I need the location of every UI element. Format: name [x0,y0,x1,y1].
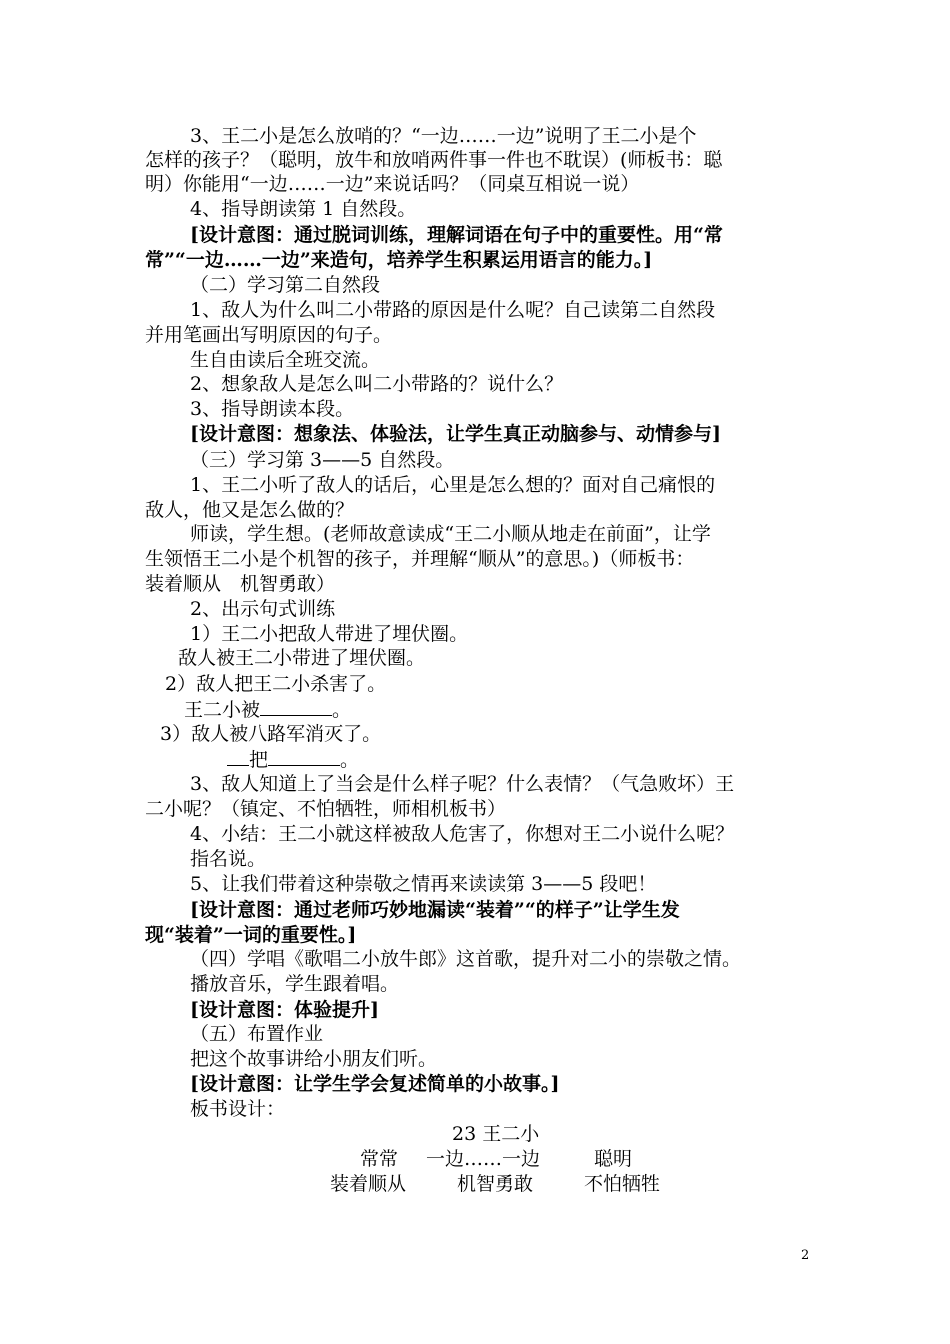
blank-underline [260,697,332,716]
board-item: 不怕牺牲 [584,1173,661,1195]
exercise-line: 1）王二小把敌人带进了埋伏圈。 [190,623,469,645]
board-design-label: 板书设计： [190,1098,286,1120]
text-line: 二小呢？（镇定、不怕牺牲，师相机板书） [145,798,507,820]
fill-blank-line [227,747,359,772]
page-number: 2 [801,1248,810,1263]
board-item: 一边……一边 [426,1148,541,1170]
text-line: 生自由读后全班交流。 [190,349,381,371]
blank-underline [227,747,249,766]
fill-blank-text: 把 [249,749,269,771]
exercise-line: 3）敌人被八路军消灭了。 [160,723,382,745]
section-heading: （二）学习第二自然段 [190,274,381,296]
text-line: 3、敌人知道上了当会是什么样子呢？什么表情？（气急败坏）王 [190,773,735,795]
fill-blank-text: 王二小被 [184,699,261,721]
text-line: 装着顺从 机智勇敢） [145,573,336,595]
text-line: 4、指导朗读第 1 自然段。 [190,198,417,220]
text-line: 5、让我们带着这种崇敬之情再来读读第 3——5 段吧！ [190,873,657,895]
text-line: 明）你能用“一边……一边”来说话吗？（同桌互相说一说） [145,173,640,195]
fill-blank-line [184,697,351,722]
board-title: 23 王二小 [452,1123,540,1145]
exercise-line: 2）敌人把王二小杀害了。 [165,673,387,695]
board-item: 常常 [360,1148,399,1170]
section-heading: （四）学唱《歌唱二小放牛郎》这首歌，提升对二小的崇敬之情。 [190,948,742,970]
text-line: 怎样的孩子？（聪明，放牛和放哨两件事一件也不耽误）(师板书：聪 [145,149,723,171]
board-item: 聪明 [594,1148,633,1170]
text-line: 敌人，他又是怎么做的？ [145,499,355,521]
text-line: 1、王二小听了敌人的话后，心里是怎么想的？面对自己痛恨的 [190,474,716,496]
design-intent-line: 现“装着”一词的重要性。] [145,924,357,946]
text-line: 把这个故事讲给小朋友们听。 [190,1048,438,1070]
board-item: 机智勇敢 [457,1173,534,1195]
text-line: 播放音乐，学生跟着唱。 [190,973,400,995]
text-line: 生领悟王二小是个机智的孩子，并理解“顺从”的意思。)（师板书： [145,548,695,570]
text-line: 并用笔画出写明原因的句子。 [145,324,393,346]
text-line: 1、敌人为什么叫二小带路的原因是什么呢？自己读第二自然段 [190,299,716,321]
text-line: 2、出示句式训练 [190,598,336,620]
design-intent-line: 常”“一边……一边”来造句，培养学生积累运用语言的能力。] [145,249,653,271]
design-intent-line: [设计意图：让学生学会复述简单的小故事。] [190,1073,560,1095]
text-line: 2、想象敌人是怎么叫二小带路的？说什么？ [190,373,564,395]
design-intent-line: [设计意图：通过老师巧妙地漏读“装着”“的样子”让学生发 [190,899,680,921]
design-intent-line: [设计意图：体验提升] [190,999,379,1021]
fill-blank-end: 。 [340,749,360,771]
design-intent-line: [设计意图：通过脱词训练，理解词语在句子中的重要性。用“常 [190,224,723,246]
text-line: 师读，学生想。(老师故意读成“王二小顺从地走在前面”，让学 [190,523,711,545]
fill-blank-end: 。 [332,699,352,721]
board-item: 装着顺从 [330,1173,407,1195]
section-heading: （五）布置作业 [190,1023,324,1045]
text-line: 3、指导朗读本段。 [190,398,355,420]
exercise-line: 敌人被王二小带进了埋伏圈。 [178,647,426,669]
blank-underline [268,747,340,766]
section-heading: （三）学习第 3——5 自然段。 [190,449,455,471]
text-line: 3、王二小是怎么放哨的？“一边……一边”说明了王二小是个 [190,125,697,147]
design-intent-line: [设计意图：想象法、体验法，让学生真正动脑参与、动情参与] [190,423,721,445]
text-line: 4、小结：王二小就这样被敌人危害了，你想对王二小说什么呢？ [190,823,735,845]
text-line: 指名说。 [190,848,267,870]
